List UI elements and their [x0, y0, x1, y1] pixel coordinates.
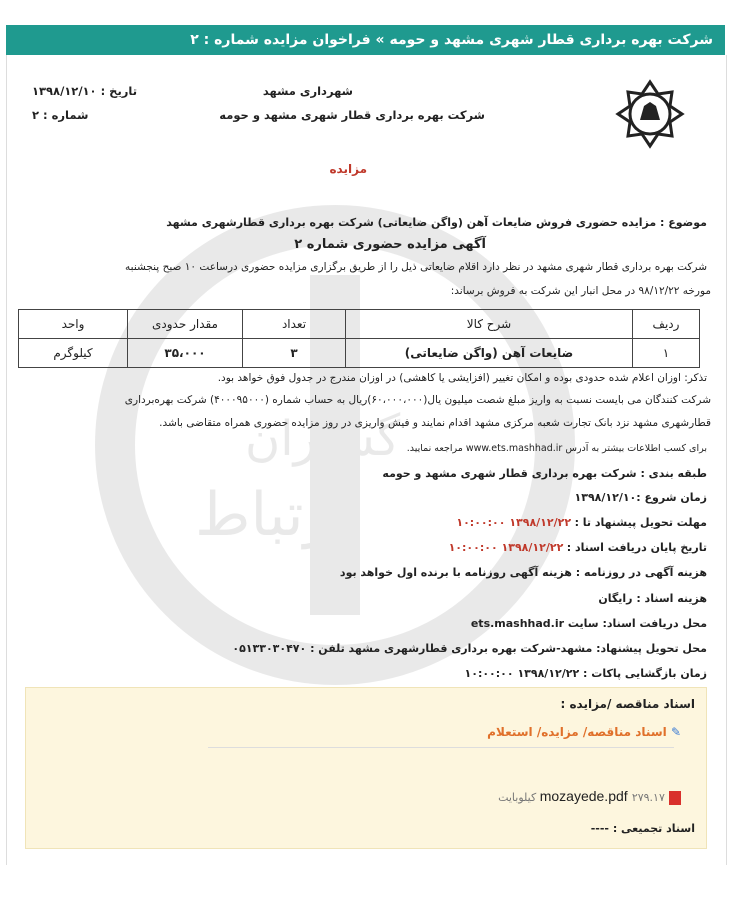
watermark-text-1: گستران: [245, 411, 401, 467]
cell-row: ۱: [633, 339, 700, 368]
documents-link[interactable]: [487, 725, 681, 739]
watermark-text-2: ارتباط: [195, 480, 350, 550]
summary-docs-line: اسناد تجمیعی : ----: [590, 822, 695, 835]
date-label: تاریخ : ۱۳۹۸/۱۲/۱۰: [32, 84, 138, 98]
intro-line-2: مورخه ۹۸/۱۲/۲۲ در محل انبار این شرکت به فروش برساند:: [450, 285, 711, 297]
note-line-2: شرکت کنندگان می بایست نسبت به واریز مبلغ شصت میلیون یال(۶۰،۰۰۰،۰۰۰)ریال به حساب شماره (۴۰۰۰۹۵۰۰۰) شرکت بهره‌برداری: [124, 394, 711, 406]
table-row: [19, 339, 700, 368]
documents-heading: اسناد مناقصه /مزایده :: [560, 697, 695, 711]
category-line: طبقه بندی : شرکت بهره برداری قطار شهری مشهد و حومه: [382, 467, 707, 480]
cell-amount: ۳۵،۰۰۰: [128, 339, 243, 368]
doc-end-value: ۱۳۹۸/۱۲/۲۲ ۱۰:۰۰:۰۰: [448, 541, 564, 554]
documents-link-label: اسناد مناقصه/ مزایده/ استعلام: [487, 725, 667, 739]
header-cell-amount: مقدار حدودی: [128, 310, 243, 339]
municipality-logo-icon: [614, 78, 686, 150]
intro-line-1: شرکت بهره برداری قطار شهری مشهد در نظر دارد اقلام ضایعاتی ذیل را از طریق برگزاری مزایده حضوری درساعت ۱۰ صبح پنجشنبه: [125, 261, 707, 273]
cell-unit: کیلوگرم: [19, 339, 128, 368]
file-row[interactable]: [498, 788, 681, 805]
pdf-icon: [669, 791, 681, 805]
document-title: مزایده: [329, 162, 367, 176]
header-cell-unit: واحد: [19, 310, 128, 339]
cell-description: ضایعات آهن (واگن ضایعاتی): [346, 339, 633, 368]
table-header-row: [19, 310, 700, 339]
opening-line: زمان بازگشایی پاکات : ۱۳۹۸/۱۲/۲۲ ۱۰:۰۰:۰۰: [464, 667, 707, 680]
header-cell-row: ردیف: [633, 310, 700, 339]
cell-count: ۳: [243, 339, 346, 368]
deadline-value: ۱۳۹۸/۱۲/۲۲ ۱۰:۰۰:۰۰: [456, 516, 572, 529]
org-name-1: شهرداری مشهد: [262, 84, 353, 98]
doc-place-line: محل دریافت اسناد: سایت ets.mashhad.ir: [470, 617, 707, 630]
file-name-link[interactable]: mozayede.pdf: [539, 788, 628, 804]
edit-pencil-icon: ✎: [670, 725, 681, 739]
page-header-bar: شرکت بهره برداری قطار شهری مشهد و حومه » فراخوان مزایده شماره : ۲: [6, 25, 725, 55]
header-cell-description: شرح کالا: [346, 310, 633, 339]
items-table: [18, 309, 700, 368]
documents-separator: [208, 747, 674, 748]
org-name-2: شرکت بهره برداری قطار شهری مشهد و حومه: [219, 108, 485, 122]
doc-end-label: تاریخ پایان دریافت اسناد :: [566, 541, 707, 554]
info-line: برای کسب اطلاعات بیشتر به آدرس www.ets.mashhad.ir مراجعه نمایید.: [406, 443, 707, 454]
doc-cost-line: هزینه اسناد : رایگان: [598, 592, 707, 605]
note-line-1: تذکر: اوزان اعلام شده حدودی بوده و امکان تغییر (افزایشی یا کاهشی) در اوزان مندرج در جدول فوق خواهد بود.: [217, 372, 707, 384]
delivery-line: محل تحویل پیشنهاد: مشهد-شرکت بهره برداری قطارشهری مشهد تلفن : ۰۵۱۳۳۰۳۰۴۷۰: [232, 642, 707, 655]
deadline-label: مهلت تحویل پیشنهاد تا :: [574, 516, 707, 529]
ad-cost-line: هزینه آگهی در روزنامه : هزینه آگهی روزنامه با برنده اول خواهد بود: [339, 566, 707, 579]
header-cell-count: تعداد: [243, 310, 346, 339]
number-label: شماره : ۲: [32, 108, 89, 122]
note-line-3: قطارشهری مشهد نزد بانک تجارت شعبه مرکزی مشهد اقدام نمایند و فیش واریزی در روز مزایده حضوری همراه متقاضی باشد.: [159, 417, 711, 429]
notice-title: آگهی مزایده حضوری شماره ۲: [294, 237, 486, 252]
subject-line: موضوع : مزایده حضوری فروش ضایعات آهن (واگن ضایعاتی) شرکت بهره برداری قطارشهری مشهد: [166, 216, 707, 229]
file-size: ۲۷۹.۱۷ کیلوبایت: [498, 791, 665, 804]
start-line: زمان شروع :۱۳۹۸/۱۲/۱۰: [574, 491, 707, 504]
